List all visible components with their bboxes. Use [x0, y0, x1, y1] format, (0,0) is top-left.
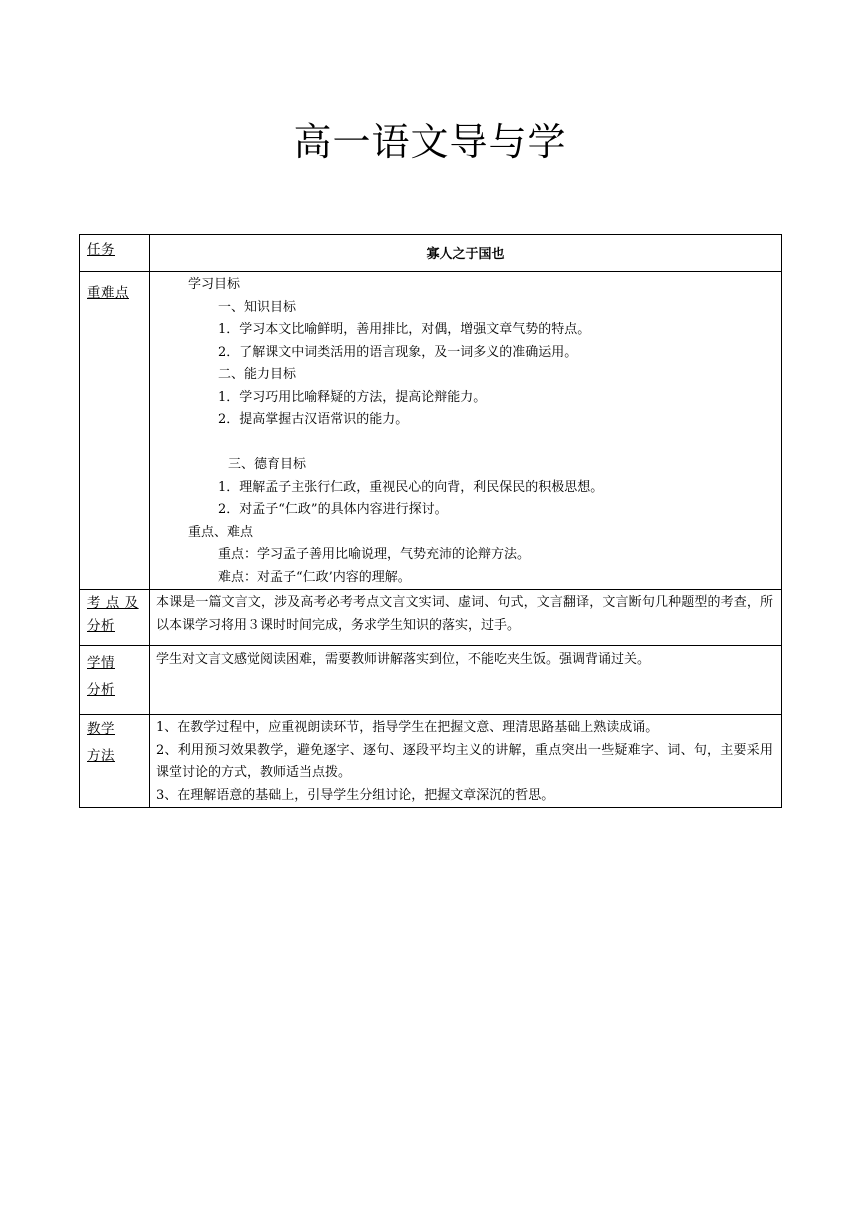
ability-goals-heading: 二、能力目标 [218, 367, 297, 382]
key-points-label: 重难点 [87, 285, 129, 301]
task-value: 寡人之于国也 [426, 247, 505, 262]
student-analysis-label-line2: 分析 [87, 682, 115, 698]
knowledge-goal-item: 1．学习本文比喻鲜明，善用排比，对偶，增强文章气势的特点。 [218, 322, 591, 337]
task-label-cell [80, 235, 150, 272]
exam-analysis-content-cell [150, 590, 782, 646]
task-label: 任务 [87, 242, 115, 258]
difficult-point-item: 难点：对孟子“仁政’内容的理解。 [218, 569, 411, 585]
teaching-method-item: 2、利用预习效果教学，避免逐字、逐句、逐段平均主义的讲解，重点突出一些疑难字、词、句，主要采用课堂讨论的方式，教师适当点拨。 [156, 742, 773, 780]
ability-goal-item: 1．学习巧用比喻释疑的方法，提高论辩能力。 [218, 389, 487, 405]
ability-goal-item: 2．提高掌握古汉语常识的能力。 [218, 412, 409, 427]
document-title: 高一语文导与学 [293, 120, 567, 164]
student-analysis-row [80, 646, 782, 715]
exam-analysis-label-line2: 分析 [87, 618, 115, 634]
key-points-row [80, 272, 782, 590]
moral-goal-item: 1．理解孟子主张行仁政，重视民心的向背，利民保民的积极思想。 [218, 479, 604, 495]
knowledge-goal-item: 2．了解课文中词类活用的语言现象，及一词多义的准确运用。 [218, 344, 578, 360]
teaching-method-row [80, 715, 782, 808]
student-analysis-content-cell [150, 646, 782, 715]
student-analysis-label-cell [80, 646, 150, 715]
lesson-plan-table [79, 234, 782, 808]
key-points-content-cell [150, 272, 782, 590]
teaching-method-label-line1: 教学 [87, 721, 115, 737]
blank-line [150, 432, 781, 455]
key-difficult-heading: 重点、难点 [188, 524, 254, 540]
student-analysis-label-line1: 学情 [87, 655, 115, 671]
key-point-item: 重点：学习孟子善用比喻说理，气势充沛的论辩方法。 [218, 547, 531, 562]
key-points-label-cell [80, 272, 150, 590]
student-analysis-label [80, 646, 149, 704]
teaching-method-label-cell [80, 715, 150, 808]
learning-goals-heading: 学习目标 [188, 277, 241, 292]
teaching-method-label [80, 715, 149, 770]
teaching-method-item: 3、在理解语意的基础上，引导学生分组讨论，把握文章深沉的哲思。 [156, 787, 555, 803]
key-points-content [150, 272, 781, 589]
teaching-method-content-cell [150, 715, 782, 808]
knowledge-goals-heading: 一、知识目标 [218, 299, 297, 315]
exam-analysis-label [80, 590, 149, 638]
moral-goals-heading: 三、德育目标 [228, 457, 307, 472]
teaching-method-label-line2: 方法 [87, 748, 115, 764]
exam-analysis-row [80, 590, 782, 646]
exam-analysis-label-cell [80, 590, 150, 646]
exam-analysis-label-line1: 考 点 及 [87, 595, 139, 611]
teaching-method-item: 1、在教学过程中，应重视朗读环节，指导学生在把握文意、理清思路基础上熟读成诵。 [156, 720, 659, 735]
task-row [80, 235, 782, 272]
exam-analysis-text: 本课是一篇文言文，涉及高考必考考点文言文实词、虚词、句式，文言翻译，文言断句几种题型的考查，所以本课学习将用３课时时间完成，务求学生知识的落实，过手。 [156, 595, 773, 633]
task-value-cell [150, 235, 782, 272]
student-analysis-text: 学生对文言文感觉阅读困难，需要教师讲解落实到位，不能吃夹生饭。强调背诵过关。 [156, 652, 651, 667]
teaching-method-list [150, 715, 781, 807]
moral-goal-item: 2．对孟子“仁政”的具体内容进行探讨。 [218, 502, 448, 517]
